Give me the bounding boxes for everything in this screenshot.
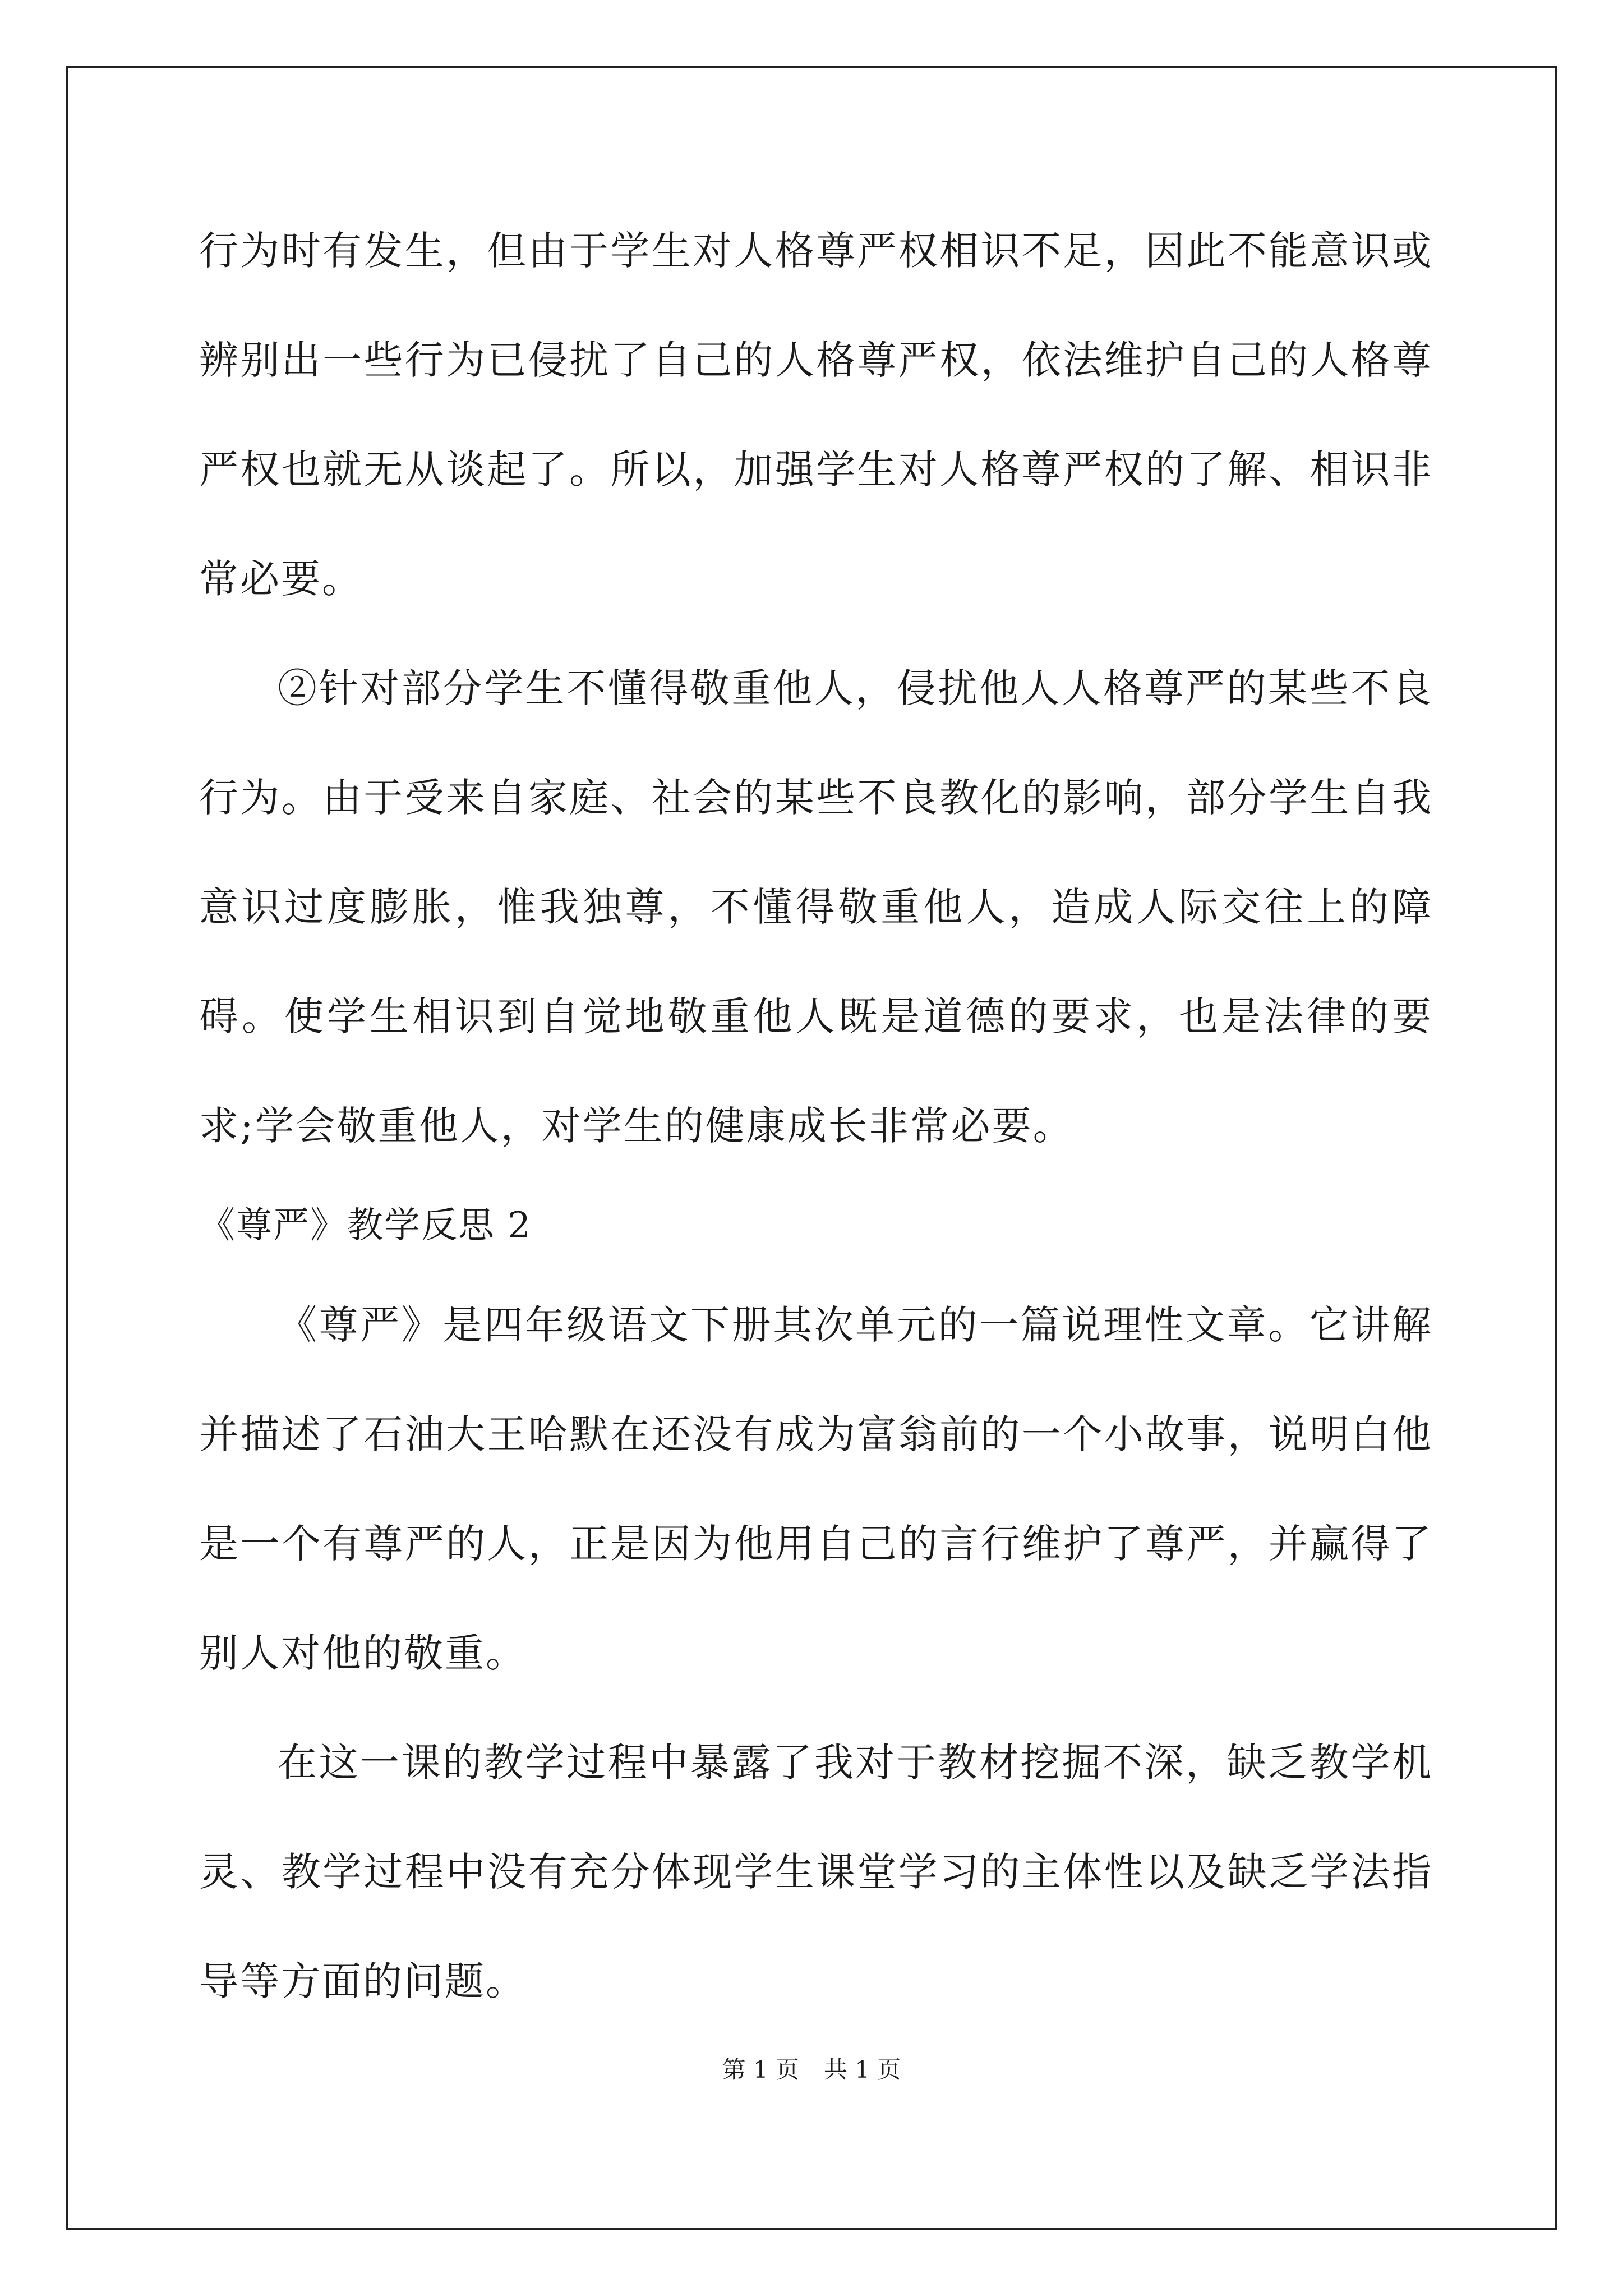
paragraph-continuation: 行为时有发生，但由于学生对人格尊严权相识不足，因此不能意识或辨别出一些行为已侵扰了自己的人格尊严权，依法维护自己的人格尊严权也就无从谈起了。所以，加强学生对人格尊严权的了解、相识非常必要。 (199, 228, 1433, 602)
paragraph-intro: 《尊严》是四年级语文下册其次单元的一篇说理性文章。它讲解并描述了石油大王哈默在还没有成为富翁前的一个小故事，说明白他是一个有尊严的人，正是因为他用自己的言行维护了尊严，并赢得了别人对他的敬重。 (199, 1302, 1433, 1676)
page-number: 第 1 页 (722, 2056, 799, 2083)
document-body (199, 196, 1433, 2036)
paragraph-reflection: 在这一课的教学过程中暴露了我对于教材挖掘不深，缺乏教学机灵、教学过程中没有充分体现学生课堂学习的主体性以及缺乏学法指导等方面的问题。 (199, 1740, 1433, 2004)
page-total: 共 1 页 (824, 2056, 901, 2083)
paragraph-point-2: ②针对部分学生不懂得敬重他人，侵扰他人人格尊严的某些不良行为。由于受来自家庭、社会的某些不良教化的影响，部分学生自我意识过度膨胀，惟我独尊，不懂得敬重他人，造成人际交往上的障碍。使学生相识到自觉地敬重他人既是道德的要求，也是法律的要求;学会敬重他人，对学生的健康成长非常必要。 (199, 665, 1433, 1149)
page-footer (0, 2053, 1623, 2087)
section-title: 《尊严》教学反思 2 (199, 1205, 532, 1246)
